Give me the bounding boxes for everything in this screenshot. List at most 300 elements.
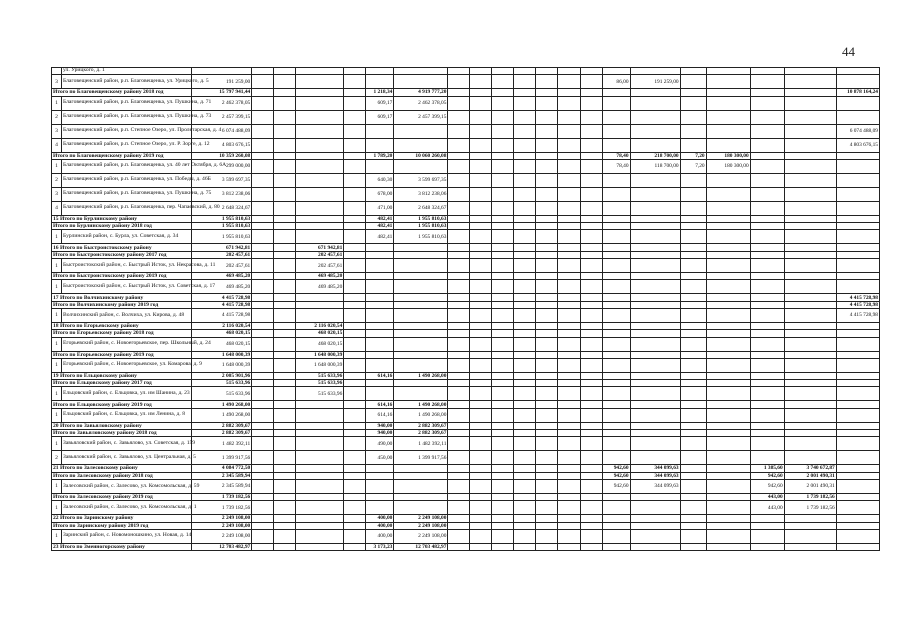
value-cell-14 (558, 124, 580, 138)
value-cell-13 (536, 187, 558, 201)
total-cost-cell: 2 648 324,67 (192, 201, 252, 215)
value-cell-11 (492, 280, 514, 294)
value-cell-3 (252, 472, 274, 479)
value-cell-9 (448, 138, 470, 152)
value-cell-14 (558, 273, 580, 280)
value-cell-16 (602, 430, 630, 437)
table-row (52, 479, 880, 493)
value-cell-9 (448, 280, 470, 294)
value-cell-6 (344, 215, 366, 222)
value-cell-11 (492, 124, 514, 138)
value-cell-22 (836, 110, 879, 124)
value-cell-5 (296, 110, 344, 124)
value-cell-21 (784, 387, 836, 401)
value-cell-20 (750, 337, 784, 351)
value-cell-14 (558, 358, 580, 372)
value-cell-3 (252, 337, 274, 351)
value-cell-21 (784, 451, 836, 465)
value-cell-9 (448, 152, 470, 159)
value-cell-3 (252, 437, 274, 451)
value-cell-14 (558, 387, 580, 401)
value-cell-22 (836, 358, 879, 372)
value-cell-12 (514, 308, 536, 322)
value-cell-15 (580, 501, 602, 515)
value-cell-22: 4 803 676,15 (836, 138, 879, 152)
value-cell-4 (274, 68, 296, 75)
value-cell-14 (558, 380, 580, 387)
value-cell-19 (706, 138, 750, 152)
value-cell-12 (514, 294, 536, 301)
value-cell-16 (602, 96, 630, 110)
table-row (52, 259, 880, 273)
row-number: 1 (52, 337, 62, 351)
value-cell-11 (492, 294, 514, 301)
value-cell-19 (706, 201, 750, 215)
value-cell-8: 1 490 268,00 (394, 408, 448, 422)
address-cell: Бурлинский район, с. Бурла, ул. Советская, д. 34 (62, 230, 192, 244)
value-cell-22 (836, 430, 879, 437)
value-cell-9 (448, 337, 470, 351)
row-number: 1 (52, 501, 62, 515)
value-cell-4 (274, 159, 296, 173)
address-cell: Быстроистокский район, с. Быстрый Исток, ул. Некрасова, д. 11 (62, 259, 192, 273)
value-cell-17 (630, 173, 680, 187)
value-cell-7 (366, 280, 394, 294)
value-cell-4 (274, 75, 296, 89)
value-cell-8 (394, 75, 448, 89)
value-cell-19 (706, 337, 750, 351)
value-cell-16 (602, 337, 630, 351)
value-cell-19 (706, 294, 750, 301)
value-cell-10 (470, 251, 492, 258)
value-cell-7 (366, 493, 394, 500)
value-cell-16 (602, 422, 630, 429)
value-cell-16: 78,40 (602, 152, 630, 159)
value-cell-17 (630, 322, 680, 329)
subtotal-label: 16 Итого по Быстроистокскому району (52, 244, 192, 251)
value-cell-17 (630, 358, 680, 372)
value-cell-17 (630, 430, 680, 437)
value-cell-14 (558, 201, 580, 215)
value-cell-19 (706, 230, 750, 244)
value-cell-11 (492, 89, 514, 96)
value-cell-16 (602, 451, 630, 465)
value-cell-4 (274, 215, 296, 222)
value-cell-20 (750, 358, 784, 372)
value-cell-15 (580, 124, 602, 138)
value-cell-7 (366, 387, 394, 401)
value-cell-13 (536, 401, 558, 408)
value-cell-20 (750, 75, 784, 89)
value-cell-6 (344, 201, 366, 215)
value-cell-5 (296, 223, 344, 230)
value-cell-19 (706, 330, 750, 337)
row-number: 2 (52, 110, 62, 124)
value-cell-6 (344, 322, 366, 329)
value-cell-8 (394, 124, 448, 138)
table-row (52, 308, 880, 322)
value-cell-16 (602, 387, 630, 401)
value-cell-15 (580, 138, 602, 152)
value-cell-12 (514, 493, 536, 500)
value-cell-15 (580, 387, 602, 401)
total-cost-cell: 4 415 728,98 (192, 301, 252, 308)
value-cell-19 (706, 479, 750, 493)
value-cell-14 (558, 408, 580, 422)
value-cell-16: 942,60 (602, 479, 630, 493)
address-cell: Благовещенский район, р.п. Степное Озеро, ул. Пролетарская, д. 4 (62, 124, 192, 138)
value-cell-9 (448, 187, 470, 201)
value-cell-18 (680, 110, 706, 124)
value-cell-8 (394, 472, 448, 479)
value-cell-15 (580, 152, 602, 159)
value-cell-16 (602, 230, 630, 244)
value-cell-7: 614,16 (366, 401, 394, 408)
value-cell-17 (630, 230, 680, 244)
value-cell-22 (836, 337, 879, 351)
total-cost-cell: 4 415 728,98 (192, 294, 252, 301)
value-cell-5 (296, 465, 344, 472)
value-cell-13 (536, 75, 558, 89)
subtotal-label: 22 Итого по Заринскому району (52, 515, 192, 522)
value-cell-8 (394, 337, 448, 351)
total-cost-cell: 2 882 309,67 (192, 430, 252, 437)
row-number: 4 (52, 201, 62, 215)
value-cell-7: 450,00 (366, 451, 394, 465)
subtotal-row (52, 401, 880, 408)
value-cell-16 (602, 273, 630, 280)
address-cell: ул. Урицкого, д. 1 (62, 68, 192, 75)
value-cell-21 (784, 138, 836, 152)
table-row (52, 124, 880, 138)
value-cell-3 (252, 301, 274, 308)
value-cell-14 (558, 259, 580, 273)
value-cell-16 (602, 372, 630, 379)
value-cell-22 (836, 437, 879, 451)
value-cell-4 (274, 96, 296, 110)
value-cell-7: 614,16 (366, 408, 394, 422)
value-cell-9 (448, 244, 470, 251)
value-cell-11 (492, 273, 514, 280)
value-cell-17 (630, 515, 680, 522)
address-cell: Благовещенский район, р.п. Благовещенка, ул. Победы, д. 46Б (62, 173, 192, 187)
value-cell-5 (296, 138, 344, 152)
value-cell-15 (580, 401, 602, 408)
value-cell-4 (274, 201, 296, 215)
address-cell: Благовещенский район, р.п. Благовещенка, пер. Чапаевский, д. 80 (62, 201, 192, 215)
value-cell-18 (680, 330, 706, 337)
subtotal-label: Итого по Залесовскому району 2019 год (52, 493, 192, 500)
value-cell-21 (784, 280, 836, 294)
table-row (52, 159, 880, 173)
value-cell-13 (536, 387, 558, 401)
value-cell-9 (448, 401, 470, 408)
value-cell-17 (630, 501, 680, 515)
value-cell-22 (836, 251, 879, 258)
value-cell-21 (784, 230, 836, 244)
value-cell-22 (836, 215, 879, 222)
value-cell-3 (252, 422, 274, 429)
value-cell-8 (394, 501, 448, 515)
value-cell-17 (630, 96, 680, 110)
value-cell-15 (580, 75, 602, 89)
value-cell-18 (680, 401, 706, 408)
value-cell-17: 344 099,63 (630, 479, 680, 493)
value-cell-3 (252, 273, 274, 280)
value-cell-4 (274, 501, 296, 515)
value-cell-9 (448, 372, 470, 379)
value-cell-19 (706, 68, 750, 75)
value-cell-17 (630, 138, 680, 152)
value-cell-21 (784, 372, 836, 379)
value-cell-21 (784, 68, 836, 75)
value-cell-14 (558, 330, 580, 337)
row-number: 1 (52, 96, 62, 110)
table-row (52, 187, 880, 201)
value-cell-22: 10 878 164,24 (836, 89, 879, 96)
value-cell-22 (836, 380, 879, 387)
value-cell-11 (492, 75, 514, 89)
value-cell-19 (706, 401, 750, 408)
value-cell-17 (630, 387, 680, 401)
value-cell-18 (680, 89, 706, 96)
value-cell-10 (470, 280, 492, 294)
value-cell-12 (514, 358, 536, 372)
value-cell-3 (252, 515, 274, 522)
total-cost-cell: 468 020,15 (192, 330, 252, 337)
value-cell-4 (274, 351, 296, 358)
value-cell-17 (630, 124, 680, 138)
table-row (52, 451, 880, 465)
value-cell-20 (750, 215, 784, 222)
value-cell-11 (492, 251, 514, 258)
total-cost-cell: 2 457 399,15 (192, 110, 252, 124)
value-cell-8: 1 490 268,00 (394, 401, 448, 408)
total-cost-cell: 1 739 182,56 (192, 501, 252, 515)
value-cell-12 (514, 152, 536, 159)
value-cell-17 (630, 422, 680, 429)
value-cell-5 (296, 201, 344, 215)
value-cell-15 (580, 337, 602, 351)
value-cell-9 (448, 493, 470, 500)
value-cell-14 (558, 75, 580, 89)
value-cell-8 (394, 138, 448, 152)
value-cell-6 (344, 529, 366, 543)
value-cell-18: 7,20 (680, 159, 706, 173)
value-cell-9 (448, 522, 470, 529)
value-cell-19 (706, 75, 750, 89)
value-cell-20 (750, 437, 784, 451)
row-number: 2 (52, 173, 62, 187)
value-cell-7 (366, 472, 394, 479)
value-cell-5 (296, 215, 344, 222)
value-cell-17 (630, 273, 680, 280)
value-cell-15 (580, 273, 602, 280)
value-cell-7: 400,00 (366, 522, 394, 529)
value-cell-15 (580, 430, 602, 437)
value-cell-11 (492, 110, 514, 124)
value-cell-11 (492, 223, 514, 230)
value-cell-5: 468 020,15 (296, 337, 344, 351)
value-cell-13 (536, 159, 558, 173)
value-cell-11 (492, 479, 514, 493)
value-cell-4 (274, 187, 296, 201)
value-cell-18 (680, 244, 706, 251)
value-cell-19 (706, 187, 750, 201)
value-cell-11 (492, 96, 514, 110)
row-number: 3 (52, 124, 62, 138)
value-cell-22 (836, 273, 879, 280)
value-cell-10 (470, 215, 492, 222)
value-cell-18 (680, 529, 706, 543)
value-cell-14 (558, 173, 580, 187)
value-cell-13 (536, 408, 558, 422)
table-row (52, 358, 880, 372)
value-cell-17: 344 099,63 (630, 465, 680, 472)
value-cell-22 (836, 223, 879, 230)
value-cell-5 (296, 422, 344, 429)
value-cell-16 (602, 251, 630, 258)
value-cell-6 (344, 280, 366, 294)
value-cell-21 (784, 322, 836, 329)
value-cell-13 (536, 430, 558, 437)
value-cell-12 (514, 330, 536, 337)
value-cell-9 (448, 472, 470, 479)
value-cell-13 (536, 337, 558, 351)
value-cell-3 (252, 465, 274, 472)
value-cell-7: 471,00 (366, 201, 394, 215)
value-cell-18 (680, 75, 706, 89)
value-cell-20 (750, 201, 784, 215)
subtotal-row (52, 380, 880, 387)
value-cell-5 (296, 301, 344, 308)
total-cost-cell: 12 703 482,97 (192, 543, 252, 550)
value-cell-11 (492, 372, 514, 379)
page-number: 44 (842, 44, 855, 59)
value-cell-20 (750, 529, 784, 543)
table-row (52, 96, 880, 110)
value-cell-10 (470, 187, 492, 201)
value-cell-12 (514, 280, 536, 294)
value-cell-4 (274, 322, 296, 329)
total-cost-cell: 1 399 917,56 (192, 451, 252, 465)
value-cell-8: 3 812 238,06 (394, 187, 448, 201)
value-cell-15 (580, 493, 602, 500)
value-cell-13 (536, 96, 558, 110)
value-cell-6 (344, 152, 366, 159)
value-cell-16 (602, 124, 630, 138)
value-cell-11 (492, 244, 514, 251)
value-cell-7 (366, 259, 394, 273)
value-cell-15 (580, 465, 602, 472)
value-cell-15 (580, 215, 602, 222)
value-cell-16 (602, 358, 630, 372)
row-number: 2 (52, 451, 62, 465)
value-cell-16: 942,60 (602, 465, 630, 472)
value-cell-13 (536, 89, 558, 96)
value-cell-4 (274, 308, 296, 322)
value-cell-7: 3 173,23 (366, 543, 394, 550)
value-cell-3 (252, 201, 274, 215)
value-cell-19 (706, 472, 750, 479)
total-cost-cell: 191 259,00 (192, 75, 252, 89)
value-cell-8: 1 482 392,11 (394, 437, 448, 451)
subtotal-row (52, 472, 880, 479)
value-cell-21 (784, 358, 836, 372)
subtotal-label: 20 Итого по Завьяловскому району (52, 422, 192, 429)
value-cell-15 (580, 472, 602, 479)
value-cell-5 (296, 68, 344, 75)
value-cell-22 (836, 543, 879, 550)
value-cell-6 (344, 159, 366, 173)
value-cell-8: 2 882 309,67 (394, 430, 448, 437)
subtotal-row (52, 294, 880, 301)
total-cost-cell: 202 457,61 (192, 259, 252, 273)
value-cell-21 (784, 75, 836, 89)
value-cell-10 (470, 138, 492, 152)
value-cell-17 (630, 351, 680, 358)
total-cost-cell: 2 005 901,96 (192, 372, 252, 379)
value-cell-10 (470, 96, 492, 110)
value-cell-5 (296, 408, 344, 422)
value-cell-3 (252, 138, 274, 152)
value-cell-12 (514, 522, 536, 529)
value-cell-12 (514, 465, 536, 472)
address-cell: Благовещенский район, р.п. Благовещенка, ул. Пушкина, д. 73 (62, 110, 192, 124)
value-cell-6 (344, 465, 366, 472)
value-cell-6 (344, 401, 366, 408)
subtotal-row (52, 543, 880, 550)
value-cell-12 (514, 96, 536, 110)
value-cell-15 (580, 358, 602, 372)
subtotal-row (52, 215, 880, 222)
subtotal-label: 23 Итого по Змеиногорскому району (52, 543, 192, 550)
value-cell-4 (274, 515, 296, 522)
value-cell-5 (296, 501, 344, 515)
value-cell-18 (680, 96, 706, 110)
value-cell-4 (274, 138, 296, 152)
value-cell-4 (274, 280, 296, 294)
value-cell-21 (784, 515, 836, 522)
value-cell-17: 218 700,00 (630, 152, 680, 159)
total-cost-cell: 4 084 772,50 (192, 465, 252, 472)
value-cell-21 (784, 543, 836, 550)
value-cell-15 (580, 479, 602, 493)
value-cell-5 (296, 543, 344, 550)
table-row (52, 437, 880, 451)
value-cell-17 (630, 493, 680, 500)
value-cell-16 (602, 244, 630, 251)
value-cell-8 (394, 301, 448, 308)
value-cell-12 (514, 251, 536, 258)
value-cell-16 (602, 294, 630, 301)
value-cell-6 (344, 493, 366, 500)
value-cell-4 (274, 152, 296, 159)
value-cell-9 (448, 251, 470, 258)
value-cell-17 (630, 529, 680, 543)
value-cell-4 (274, 251, 296, 258)
value-cell-14 (558, 337, 580, 351)
value-cell-5 (296, 430, 344, 437)
address-cell: Завьяловский район, с. Завьялово, ул. Советская, д. 159 (62, 437, 192, 451)
value-cell-17 (630, 543, 680, 550)
value-cell-12 (514, 322, 536, 329)
value-cell-7 (366, 294, 394, 301)
address-cell: Ельцовский район, с. Ельцовка, ул. им Шанина, д. 23 (62, 387, 192, 401)
value-cell-21 (784, 159, 836, 173)
value-cell-6 (344, 351, 366, 358)
value-cell-16 (602, 543, 630, 550)
